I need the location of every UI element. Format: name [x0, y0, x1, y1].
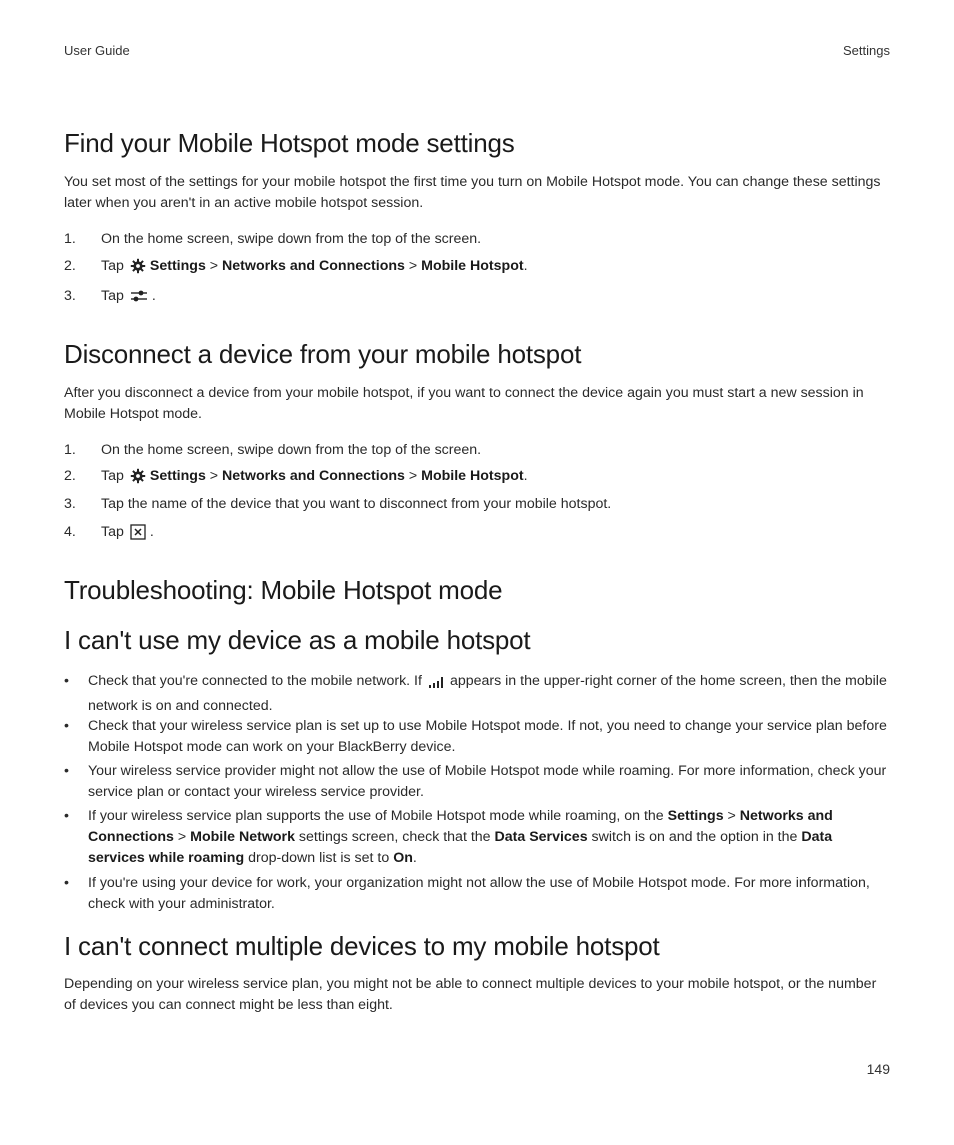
sliders-icon [130, 288, 148, 311]
section-title-troubleshooting: Troubleshooting: Mobile Hotspot mode [64, 575, 503, 605]
section-title-find-settings: Find your Mobile Hotspot mode settings [64, 128, 515, 158]
close-box-icon [130, 524, 146, 547]
running-header-right: Settings [843, 43, 890, 58]
running-header-left: User Guide [64, 43, 130, 58]
page-number: 149 [866, 1061, 890, 1077]
gear-icon [130, 258, 146, 281]
section-title-disconnect: Disconnect a device from your mobile hotspot [64, 339, 582, 369]
gear-icon [130, 468, 146, 491]
section-title-cant-use-hotspot: I can't use my device as a mobile hotspot [64, 625, 531, 655]
section-intro-find-settings: You set most of the settings for your mobile hotspot the first time you turn on Mobile Hotspot mode. You can change these settings later when you aren't in an active mobile hotspot session. [64, 174, 881, 211]
section-title-multiple-devices: I can't connect multiple devices to my mobile hotspot [64, 931, 660, 961]
section-intro-disconnect: After you disconnect a device from your mobile hotspot, if you want to connect the device again you must start a new session in Mobile Hotspot mode. [64, 385, 864, 422]
section-intro-multiple-devices: Depending on your wireless service plan, you might not be able to connect multiple devices to your mobile hotspot, or the number of devices you can connect might be less than eight. [64, 976, 877, 1013]
signal-bars-icon [428, 675, 446, 696]
